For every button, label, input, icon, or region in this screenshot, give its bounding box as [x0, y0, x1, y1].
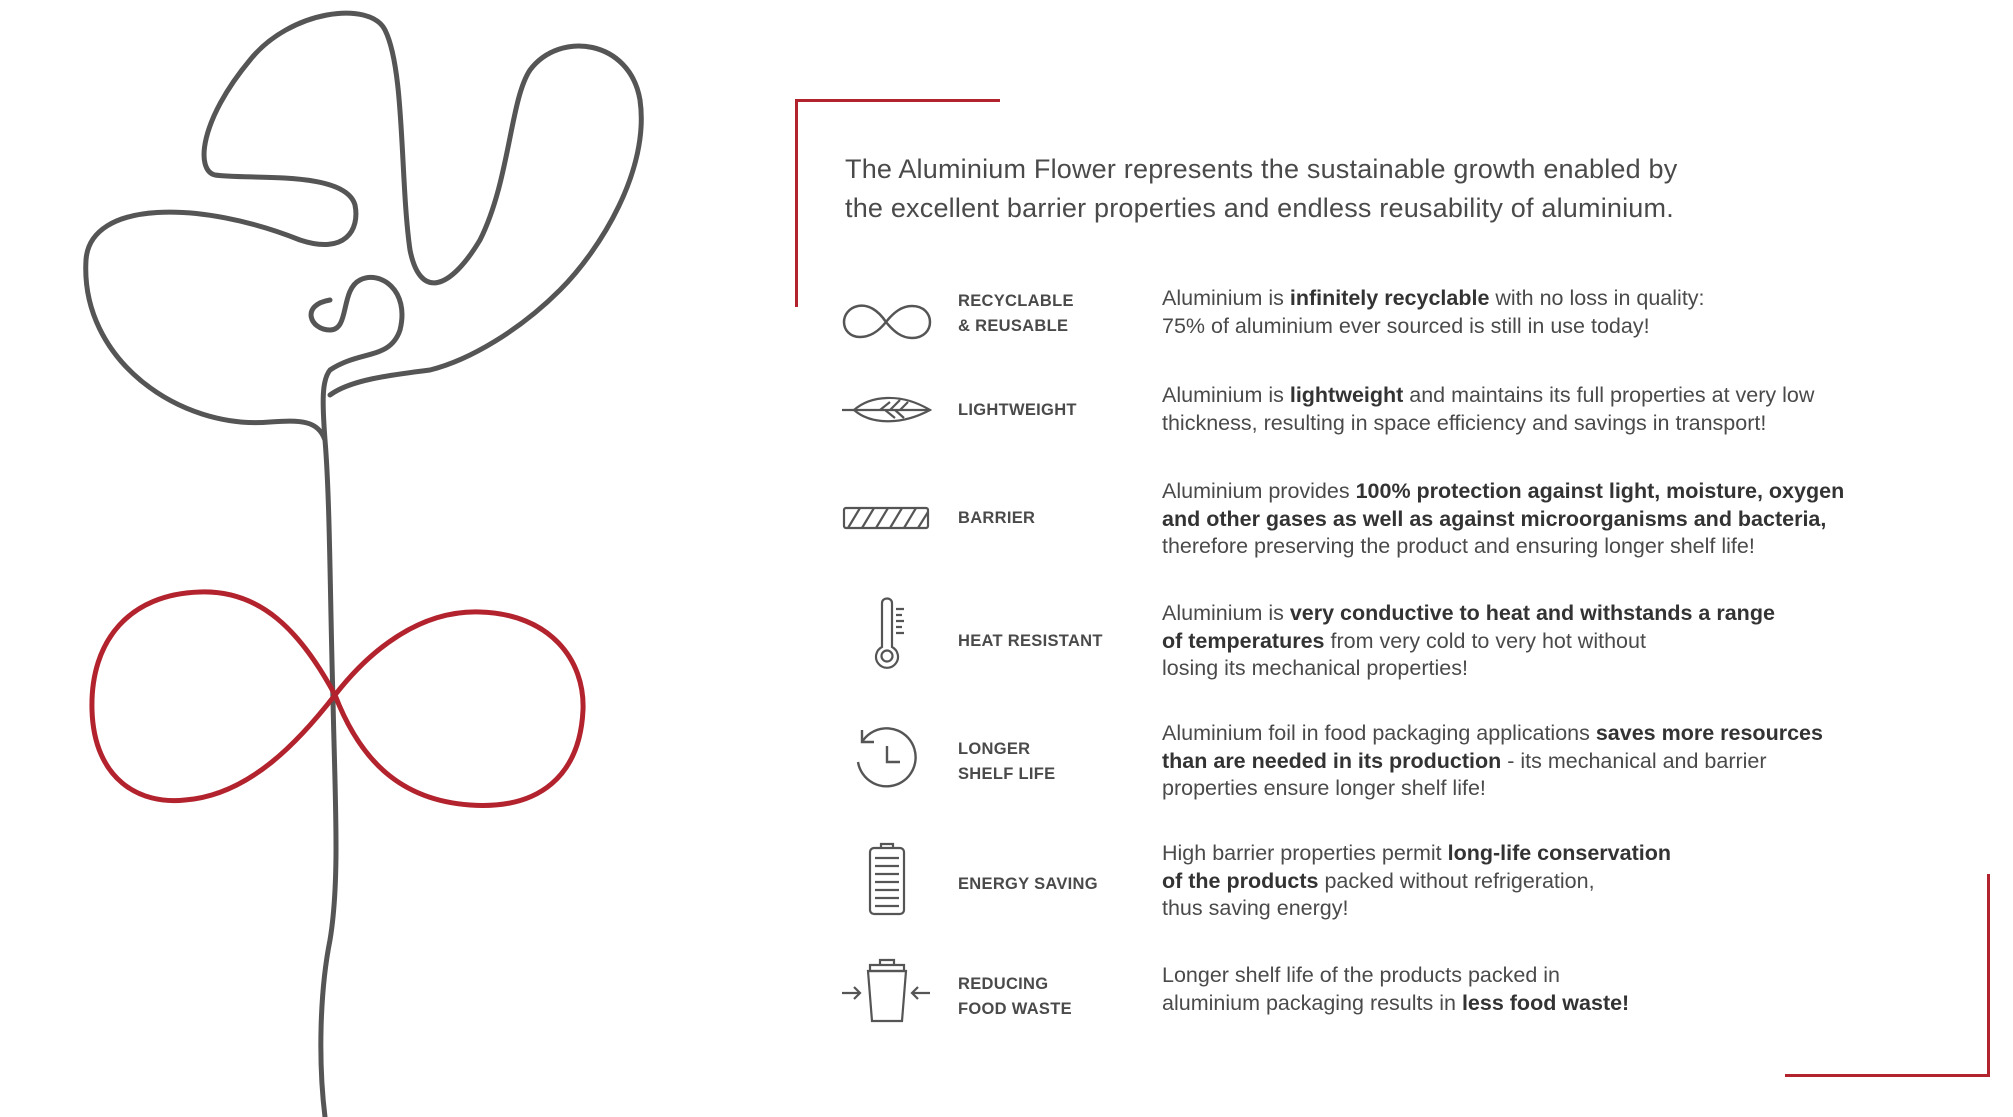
description-text: Aluminium foil in food packaging applications	[1162, 721, 1596, 745]
aluminium-flower-illustration	[0, 0, 700, 1117]
description-line	[1162, 533, 1962, 561]
description-text: and maintains its full properties at very low	[1403, 383, 1815, 407]
description-text: thus saving energy!	[1162, 896, 1349, 920]
description-text: aluminium packaging results in	[1162, 990, 1462, 1015]
description-text: Aluminium is	[1162, 286, 1290, 310]
description-text: 75% of aluminium ever sourced is still in use today!	[1162, 313, 1650, 338]
intro-line-1: The Aluminium Flower represents the sustainable growth enabled by	[845, 154, 1678, 184]
feature-label: LONGER SHELF LIFE	[958, 740, 1056, 783]
infinity-loop	[92, 592, 583, 806]
description-line	[1162, 655, 1962, 683]
feature-description	[1162, 720, 1962, 803]
description-text: Longer shelf life of the products packed in	[1162, 963, 1561, 987]
description-text: - its mechanical and barrier	[1501, 748, 1767, 773]
intro-text	[845, 150, 1845, 228]
highlight-text: 100% protection against light, moisture, oxygen	[1355, 479, 1845, 503]
description-text: therefore preserving the product and ensuring longer shelf life!	[1162, 534, 1755, 558]
highlight-text: of temperatures	[1162, 628, 1325, 653]
highlight-text: than are needed in its production	[1162, 748, 1502, 773]
description-text: Aluminium is	[1162, 601, 1290, 625]
description-line	[1162, 628, 1962, 656]
description-line	[1162, 600, 1962, 628]
barrier-icon	[840, 478, 932, 558]
description-line	[1162, 506, 1962, 534]
feature-description	[1162, 478, 1962, 561]
description-line	[1162, 720, 1962, 748]
highlight-text: very conductive to heat and withstands a range	[1289, 601, 1775, 625]
description-text: thickness, resulting in space efficiency and savings in transport!	[1162, 410, 1767, 435]
description-text: packed without refrigeration,	[1318, 868, 1595, 893]
highlight-text: and other gases as well as against microorganisms and bacteria,	[1162, 506, 1827, 531]
feature-description	[1162, 840, 1962, 923]
waste-bin-icon	[840, 953, 932, 1033]
feature-description	[1162, 382, 1962, 437]
flower-petal-lines	[86, 13, 642, 1117]
feature-label: REDUCING FOOD WASTE	[958, 975, 1072, 1018]
description-text: from very cold to very hot without	[1324, 628, 1646, 653]
highlight-text: less food waste!	[1461, 990, 1630, 1015]
feature-description	[1162, 600, 1962, 683]
description-line	[1162, 285, 1962, 313]
description-line	[1162, 748, 1962, 776]
description-line	[1162, 313, 1962, 341]
description-text: High barrier properties permit	[1162, 841, 1448, 865]
feature-label: RECYCLABLE & REUSABLE	[958, 292, 1074, 335]
feather-icon	[840, 370, 932, 450]
highlight-text: lightweight	[1289, 383, 1404, 407]
highlight-text: long-life conservation	[1447, 841, 1671, 865]
description-line	[1162, 840, 1962, 868]
description-line	[1162, 895, 1962, 923]
description-text: properties ensure longer shelf life!	[1162, 776, 1486, 800]
feature-label: HEAT RESISTANT	[958, 632, 1103, 650]
clock-icon	[840, 720, 932, 800]
highlight-text: saves more resources	[1595, 721, 1823, 745]
infinity-icon	[840, 282, 932, 362]
feature-label: ENERGY SAVING	[958, 875, 1098, 893]
feature-label: BARRIER	[958, 509, 1036, 527]
description-text: Aluminium provides	[1162, 479, 1356, 503]
description-line	[1162, 775, 1962, 803]
feature-description	[1162, 285, 1962, 340]
description-line	[1162, 478, 1962, 506]
battery-icon	[840, 840, 932, 920]
description-line	[1162, 962, 1962, 990]
intro-line-2: the excellent barrier properties and endless reusability of aluminium.	[845, 193, 1674, 223]
highlight-text: infinitely recyclable	[1289, 286, 1490, 310]
feature-label: LIGHTWEIGHT	[958, 401, 1077, 419]
feature-description	[1162, 962, 1962, 1017]
description-line	[1162, 410, 1962, 438]
description-line	[1162, 990, 1962, 1018]
description-text: losing its mechanical properties!	[1162, 656, 1468, 680]
description-text: with no loss in quality:	[1489, 286, 1705, 310]
thermometer-icon	[840, 595, 932, 675]
description-line	[1162, 382, 1962, 410]
description-line	[1162, 868, 1962, 896]
highlight-text: of the products	[1162, 868, 1319, 893]
description-text: Aluminium is	[1162, 383, 1290, 407]
